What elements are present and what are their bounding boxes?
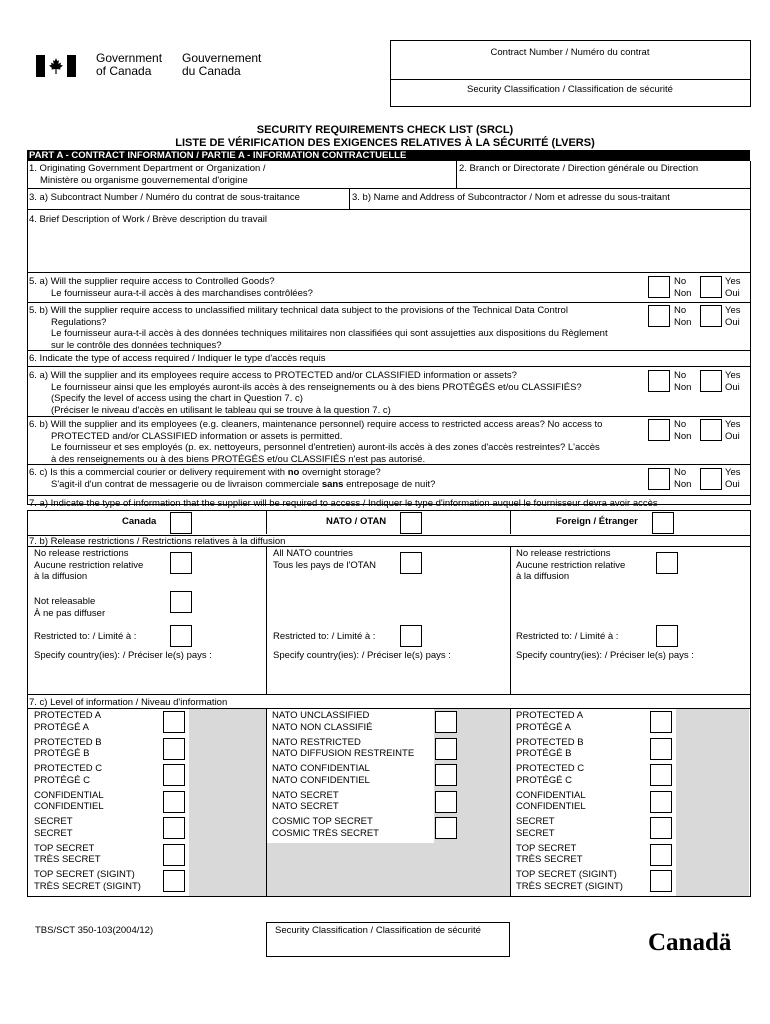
q5a-yes-label: Yes Oui <box>725 276 741 299</box>
foreign-level-label: SECRET SECRET <box>516 816 555 839</box>
q7a-canada-checkbox[interactable] <box>170 512 192 534</box>
footer-security-classification-label: Security Classification / Classification de sécurité <box>275 925 481 936</box>
nato-level-checkbox[interactable] <box>435 791 457 813</box>
nato-level-label: NATO CONFIDENTIAL NATO CONFIDENTIEL <box>272 763 370 786</box>
foreign-level-checkbox[interactable] <box>650 738 672 760</box>
security-classification-label: Security Classification / Classification de sécurité <box>467 84 673 95</box>
q3b-label: 3. b) Name and Address of Subcontractor / Nom et adresse du sous-traitant <box>352 192 670 203</box>
q4-label: 4. Brief Description of Work / Brève description du travail <box>29 214 267 225</box>
canada-level-label: PROTECTED B PROTÉGÉ B <box>34 736 102 759</box>
nato-level-checkbox[interactable] <box>435 711 457 733</box>
canada-wordmark: Canadä <box>648 929 732 956</box>
foreign-level-checkbox[interactable] <box>650 791 672 813</box>
foreign-restricted-checkbox[interactable] <box>656 625 678 647</box>
canada-level-checkbox[interactable] <box>163 738 185 760</box>
q6b-no-checkbox[interactable] <box>648 419 670 441</box>
foreign-level-checkbox[interactable] <box>650 870 672 892</box>
nato-level-label: NATO UNCLASSIFIED NATO NON CLASSIFIÉ <box>272 710 373 733</box>
foreign-level-checkbox[interactable] <box>650 817 672 839</box>
canada-level-checkbox[interactable] <box>163 817 185 839</box>
foreign-level-label: PROTECTED B PROTÉGÉ B <box>516 736 584 759</box>
nato-level-label: COSMIC TOP SECRET COSMIC TRÈS SECRET <box>272 816 379 839</box>
col-foreign: Foreign / Étranger <box>556 516 638 527</box>
foreign-level-label: PROTECTED C PROTÉGÉ C <box>516 763 585 786</box>
foreign-no-release-checkbox[interactable] <box>656 552 678 574</box>
nato-specify-label: Specify country(ies): / Préciser le(s) pays : <box>273 650 451 661</box>
canada-level-label: TOP SECRET (SIGINT) TRÈS SECRET (SIGINT) <box>34 869 141 892</box>
q5b-no-label: No Non <box>674 305 692 328</box>
q7a-foreign-checkbox[interactable] <box>652 512 674 534</box>
foreign-level-checkbox[interactable] <box>650 711 672 733</box>
canada-level-checkbox[interactable] <box>163 764 185 786</box>
nato-all-countries-label: All NATO countries Tous les pays de l'OTAN <box>273 548 377 571</box>
col-canada: Canada <box>122 516 157 527</box>
q6c-label: 6. c) Is this a commercial courier or delivery requirement with no overnight storage? S'agit-il d'un contrat de messagerie ou de livraison commerciale sans entreposage de nuit? <box>29 467 436 490</box>
q6-label: 6. Indicate the type of access required / Indiquer le type d'accès requis <box>29 353 326 364</box>
q7a-label: 7. a) Indicate the type of information that the supplier will be required to access / Indiquer le type d'information auquel le fournisseur devra avoir accès <box>29 498 658 509</box>
nato-restricted-checkbox[interactable] <box>400 625 422 647</box>
gov-name-en: Government of Canada <box>96 51 163 78</box>
canada-level-label: TOP SECRET TRÈS SECRET <box>34 842 101 865</box>
nato-level-checkbox[interactable] <box>435 764 457 786</box>
foreign-level-checkbox[interactable] <box>650 764 672 786</box>
canada-restricted-checkbox[interactable] <box>170 625 192 647</box>
canada-level-checkbox[interactable] <box>163 844 185 866</box>
canada-level-label: CONFIDENTIAL CONFIDENTIEL <box>34 789 104 812</box>
q6b-yes-label: Yes Oui <box>725 419 741 442</box>
foreign-specify-label: Specify country(ies): / Préciser le(s) pays : <box>516 650 694 661</box>
canada-level-label: PROTECTED A PROTÉGÉ A <box>34 710 102 733</box>
nato-level-label: NATO RESTRICTED NATO DIFFUSION RESTREINTE <box>272 736 415 759</box>
nato-restricted-label: Restricted to: / Limité à : <box>273 631 376 642</box>
q6a-no-label: No Non <box>674 370 692 393</box>
q3a-label: 3. a) Subcontract Number / Numéro du contrat de sous-traitance <box>29 192 300 203</box>
canada-level-label: PROTECTED C PROTÉGÉ C <box>34 763 103 786</box>
foreign-level-checkbox[interactable] <box>650 844 672 866</box>
foreign-level-label: TOP SECRET TRÈS SECRET <box>516 842 583 865</box>
q7b-label: 7. b) Release restrictions / Restrictions relatives à la diffusion <box>29 536 286 547</box>
q7a-nato-checkbox[interactable] <box>400 512 422 534</box>
form-title-en: SECURITY REQUIREMENTS CHECK LIST (SRCL) <box>256 124 514 136</box>
q6c-yes-label: Yes Oui <box>725 467 741 490</box>
q6a-yes-label: Yes Oui <box>725 370 741 393</box>
q6a-no-checkbox[interactable] <box>648 370 670 392</box>
canada-no-release-label: No release restrictions Aucune restriction relative à la diffusion <box>34 548 144 582</box>
canada-not-releasable-label: Not releasable À ne pas diffuser <box>34 596 106 619</box>
canada-no-release-checkbox[interactable] <box>170 552 192 574</box>
nato-all-countries-checkbox[interactable] <box>400 552 422 574</box>
canada-restricted-label: Restricted to: / Limité à : <box>34 631 137 642</box>
q7c-label: 7. c) Level of information / Niveau d'information <box>29 697 228 708</box>
q6b-no-label: No Non <box>674 419 692 442</box>
form-number: TBS/SCT 350-103(2004/12) <box>35 925 154 936</box>
q5b-label: 5. b) Will the supplier require access to unclassified military technical data subject to the provisions of the Technical Data Control Regulations? Le fournisseur aura-t-il accès à des données techniques militaires non classifiées qui sont assujetties aux dispositions du Règlement sur le contrôle des données techniques? <box>29 305 608 351</box>
q5b-yes-checkbox[interactable] <box>700 305 722 327</box>
foreign-restricted-label: Restricted to: / Limité à : <box>516 631 619 642</box>
q6b-label: 6. b) Will the supplier and its employees (e.g. cleaners, maintenance personnel) require access to restricted access areas? No access to PROTECTED and/or CLASSIFIED information or assets is permitted. Le fournisseur et ses employés (p. ex. nettoyeurs, personnel d'entretien) auront-ils accès à des zones d'accès restreintes? L'accès à des renseignements ou à des biens PROTÉGÉS et/ou CLASSIFIÉS n'est pas autorisé. <box>29 419 603 465</box>
canada-level-label: SECRET SECRET <box>34 816 73 839</box>
maple-leaf-icon <box>49 58 63 74</box>
q6b-yes-checkbox[interactable] <box>700 419 722 441</box>
nato-level-checkbox[interactable] <box>435 817 457 839</box>
canada-specify-label: Specify country(ies): / Préciser le(s) pays : <box>34 650 212 661</box>
foreign-level-label: PROTECTED A PROTÉGÉ A <box>516 710 584 733</box>
q6c-no-checkbox[interactable] <box>648 468 670 490</box>
foreign-level-label: CONFIDENTIAL CONFIDENTIEL <box>516 789 586 812</box>
q5b-yes-label: Yes Oui <box>725 305 741 328</box>
q5a-yes-checkbox[interactable] <box>700 276 722 298</box>
q6a-yes-checkbox[interactable] <box>700 370 722 392</box>
q2-label: 2. Branch or Directorate / Direction générale ou Direction <box>459 163 699 174</box>
q6c-no-label: No Non <box>674 467 692 490</box>
gov-name-fr: Gouvernement du Canada <box>182 51 262 78</box>
canada-level-checkbox[interactable] <box>163 711 185 733</box>
q6a-label: 6. a) Will the supplier and its employees require access to PROTECTED and/or CLASSIFIED information or assets? Le fournisseur ainsi que les employés auront-ils accès à des renseignements ou à des biens PROTÉGÉS et/ou CLASSIFIÉS? (Specify the level of access using the chart in Question 7. c) (Préciser le niveau d'accès en utilisant le tableau qui se trouve à la question 7. c) <box>29 370 582 416</box>
nato-level-label: NATO SECRET NATO SECRET <box>272 789 339 812</box>
canada-level-checkbox[interactable] <box>163 791 185 813</box>
contract-number-label: Contract Number / Numéro du contrat <box>490 47 650 58</box>
foreign-level-label: TOP SECRET (SIGINT) TRÈS SECRET (SIGINT) <box>516 869 623 892</box>
q1-label: 1. Originating Government Department or Organization / Ministère ou organisme gouvernemental d'origine <box>29 163 266 186</box>
q5a-no-checkbox[interactable] <box>648 276 670 298</box>
col-nato: NATO / OTAN <box>326 516 387 527</box>
canada-level-checkbox[interactable] <box>163 870 185 892</box>
nato-level-checkbox[interactable] <box>435 738 457 760</box>
q6c-yes-checkbox[interactable] <box>700 468 722 490</box>
canada-not-releasable-checkbox[interactable] <box>170 591 192 613</box>
q5a-no-label: No Non <box>674 276 692 299</box>
foreign-no-release-label: No release restrictions Aucune restriction relative à la diffusion <box>516 548 626 582</box>
q5a-label: 5. a) Will the supplier require access to Controlled Goods? Le fournisseur aura-t-il accès à des marchandises contrôlées? <box>29 276 313 299</box>
part-a-heading: PART A - CONTRACT INFORMATION / PARTIE A - INFORMATION CONTRACTUELLE <box>27 150 750 161</box>
q5b-no-checkbox[interactable] <box>648 305 670 327</box>
canada-flag-symbol <box>36 55 76 77</box>
form-title-fr: LISTE DE VÉRIFICATION DES EXIGENCES RELATIVES À LA SÉCURITÉ (LVERS) <box>175 137 595 149</box>
